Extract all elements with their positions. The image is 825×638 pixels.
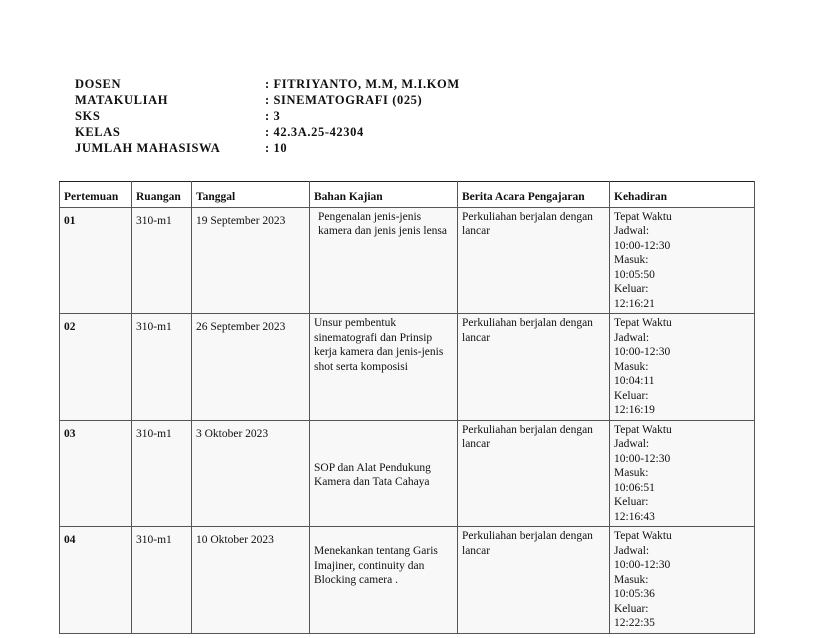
cell-pertemuan: 01 xyxy=(60,207,132,314)
kehadiran-keluar: 12:16:43 xyxy=(614,510,655,523)
label-matakuliah: MATAKULIAH xyxy=(75,93,169,107)
kehadiran-jadwal: 10:00-12:30 xyxy=(614,346,671,358)
cell-kehadiran xyxy=(610,314,755,421)
cell-tanggal: 19 September 2023 xyxy=(192,207,310,314)
cell-ruangan: 310-m1 xyxy=(132,527,192,634)
table-row xyxy=(60,527,755,634)
cell-kehadiran xyxy=(610,207,755,314)
kehadiran-jadwal-label: Jadwal: xyxy=(614,438,650,450)
cell-pertemuan: 03 xyxy=(60,420,132,527)
cell-pertemuan: 04 xyxy=(60,527,132,634)
header-berita-acara: Berita Acara Pengajaran xyxy=(458,182,610,208)
info-row-kelas xyxy=(75,124,460,140)
header-pertemuan: Pertemuan xyxy=(60,182,132,208)
kehadiran-keluar-label: Keluar: xyxy=(614,283,649,295)
kehadiran-jadwal: 10:00-12:30 xyxy=(614,559,671,571)
kehadiran-masuk-label: Masuk: xyxy=(614,254,649,266)
kehadiran-keluar-label: Keluar: xyxy=(614,602,649,615)
kehadiran-masuk: 10:05:36 xyxy=(614,588,655,600)
cell-ruangan: 310-m1 xyxy=(132,314,192,421)
kehadiran-keluar-label: Keluar: xyxy=(614,389,649,402)
header-kehadiran: Kehadiran xyxy=(610,182,755,208)
cell-berita-acara: Perkuliahan berjalan dengan lancar xyxy=(458,207,610,314)
kehadiran-status: Tepat Waktu xyxy=(614,530,672,542)
label-dosen: DOSEN xyxy=(75,77,122,91)
kehadiran-masuk: 10:05:50 xyxy=(614,268,655,281)
kehadiran-jadwal-label: Jadwal: xyxy=(614,544,650,557)
cell-berita-acara: Perkuliahan berjalan dengan lancar xyxy=(458,314,610,421)
cell-pertemuan: 02 xyxy=(60,314,132,421)
label-jumlah-mahasiswa: JUMLAH MAHASISWA xyxy=(75,141,221,155)
cell-tanggal: 10 Oktober 2023 xyxy=(192,527,310,634)
value-kelas: : 42.3A.25-42304 xyxy=(265,125,364,139)
kehadiran-masuk-label: Masuk: xyxy=(614,360,649,373)
table-row xyxy=(60,207,755,314)
cell-ruangan: 310-m1 xyxy=(132,420,192,527)
cell-bahan-kajian: Menekankan tentang Garis Imajiner, continuity dan Blocking camera . xyxy=(310,527,458,634)
cell-tanggal: 3 Oktober 2023 xyxy=(192,420,310,527)
header-tanggal: Tanggal xyxy=(192,182,310,208)
cell-berita-acara: Perkuliahan berjalan dengan lancar xyxy=(458,420,610,527)
info-row-dosen xyxy=(75,76,460,92)
kehadiran-keluar: 12:16:21 xyxy=(614,297,655,310)
kehadiran-jadwal: 10:00-12:30 xyxy=(614,452,671,465)
cell-tanggal: 26 September 2023 xyxy=(192,314,310,421)
kehadiran-status: Tepat Waktu xyxy=(614,317,672,329)
kehadiran-status: Tepat Waktu xyxy=(614,210,672,223)
table-row xyxy=(60,420,755,527)
cell-berita-acara: Perkuliahan berjalan dengan lancar xyxy=(458,527,610,634)
kehadiran-keluar-label: Keluar: xyxy=(614,496,649,508)
kehadiran-masuk: 10:04:11 xyxy=(614,375,655,387)
header-bahan-kajian: Bahan Kajian xyxy=(310,182,458,208)
kehadiran-masuk-label: Masuk: xyxy=(614,573,649,586)
kehadiran-jadwal-label: Jadwal: xyxy=(614,225,650,237)
kehadiran-masuk: 10:06:51 xyxy=(614,481,655,494)
label-kelas: KELAS xyxy=(75,125,121,139)
kehadiran-keluar: 12:16:19 xyxy=(614,404,655,416)
cell-kehadiran xyxy=(610,420,755,527)
cell-bahan-kajian: Pengenalan jenis-jenis kamera dan jenis jenis lensa xyxy=(310,207,458,314)
attendance-table xyxy=(59,181,755,634)
table-row xyxy=(60,314,755,421)
kehadiran-masuk-label: Masuk: xyxy=(614,467,649,479)
header-ruangan: Ruangan xyxy=(132,182,192,208)
label-sks: SKS xyxy=(75,109,101,123)
table-header-row xyxy=(60,182,755,208)
course-info xyxy=(75,76,460,156)
value-dosen: : FITRIYANTO, M.M, M.I.KOM xyxy=(265,77,460,91)
kehadiran-jadwal-label: Jadwal: xyxy=(614,331,650,344)
cell-kehadiran xyxy=(610,527,755,634)
cell-bahan-kajian: Unsur pembentuk sinematografi dan Prinsip kerja kamera dan jenis-jenis shot serta komposisi xyxy=(310,314,458,421)
value-sks: : 3 xyxy=(265,109,281,123)
value-matakuliah: : SINEMATOGRAFI (025) xyxy=(265,93,423,107)
cell-ruangan: 310-m1 xyxy=(132,207,192,314)
info-row-jumlah-mahasiswa xyxy=(75,140,460,156)
info-row-sks xyxy=(75,108,460,124)
kehadiran-jadwal: 10:00-12:30 xyxy=(614,239,671,252)
kehadiran-status: Tepat Waktu xyxy=(614,423,672,436)
info-row-matakuliah xyxy=(75,92,460,108)
kehadiran-keluar: 12:22:35 xyxy=(614,617,655,629)
value-jumlah-mahasiswa: : 10 xyxy=(265,141,288,155)
cell-bahan-kajian: SOP dan Alat Pendukung Kamera dan Tata Cahaya xyxy=(310,420,458,527)
